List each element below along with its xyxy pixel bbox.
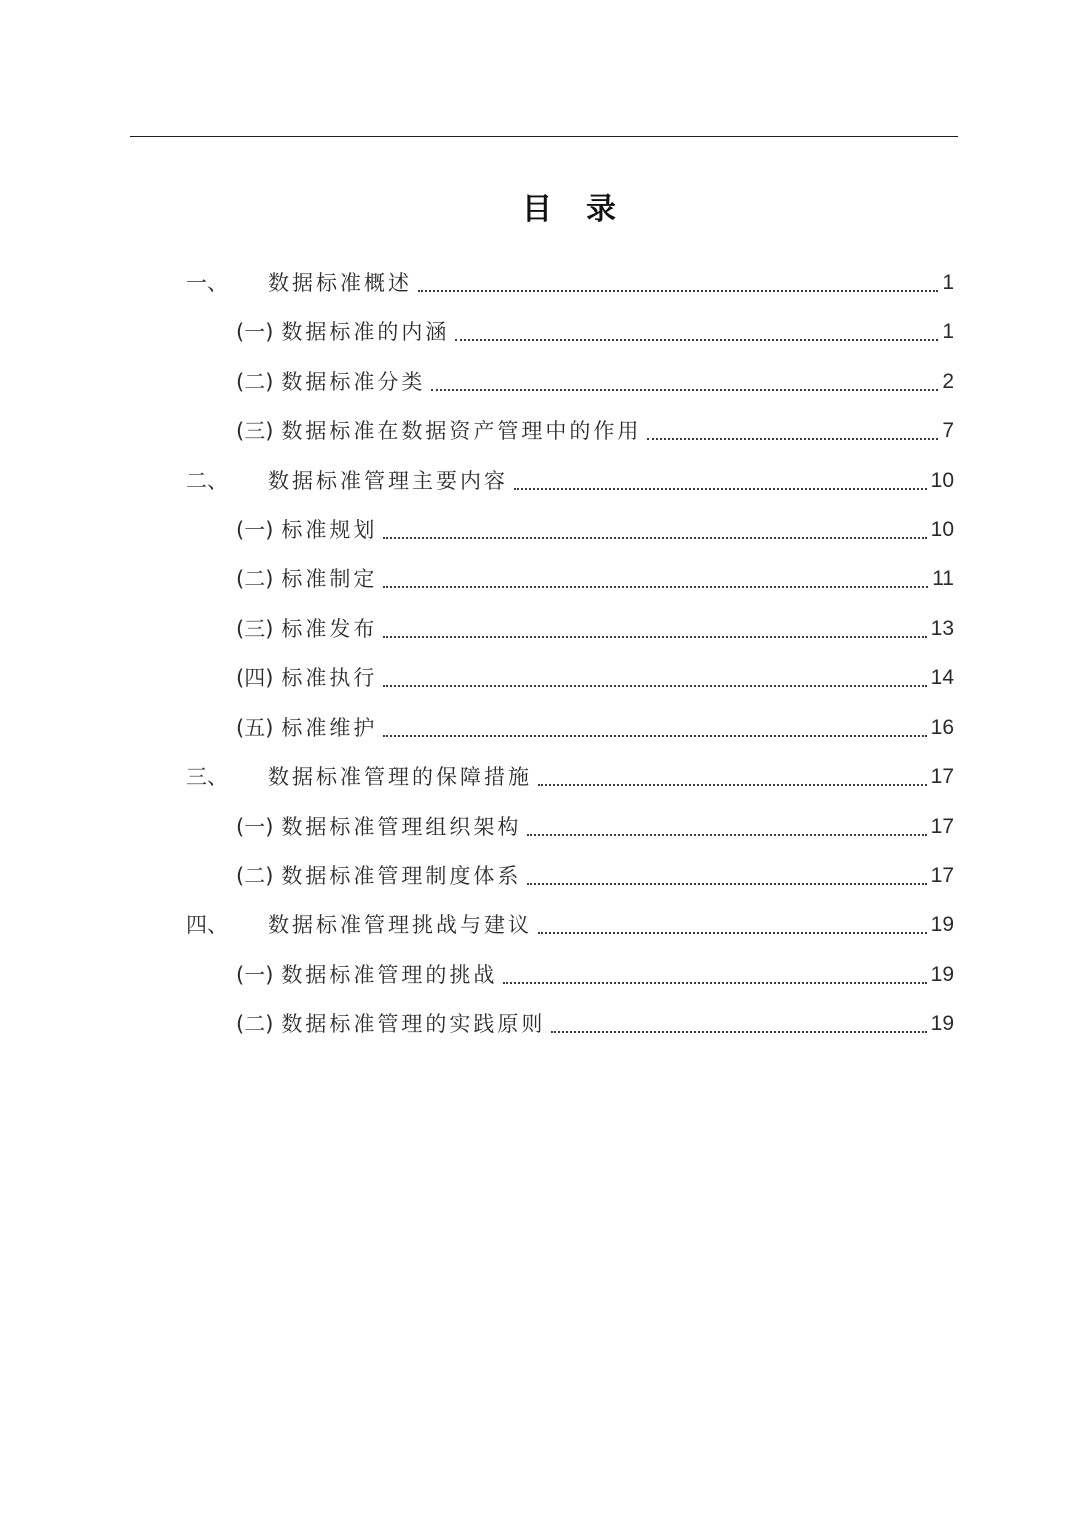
toc-entry-4-2[interactable] (236, 1009, 954, 1039)
toc-entry-1[interactable] (186, 268, 954, 298)
toc-entry-number: (一) (236, 518, 274, 542)
toc-page-number: 19 (930, 963, 954, 986)
toc-page-number: 17 (930, 864, 954, 887)
toc-dot-leader (538, 784, 927, 786)
toc-entry-2-1[interactable] (236, 515, 954, 545)
toc-entry-title: 数据标准管理的实践原则 (281, 1012, 546, 1036)
toc-entry-number: (五) (236, 716, 274, 740)
toc-entry-title: 标准规划 (281, 518, 378, 542)
toc-entry-title: 数据标准管理制度体系 (281, 864, 522, 888)
toc-entry-title: 数据标准管理挑战与建议 (268, 913, 532, 937)
toc-entry-2[interactable] (186, 466, 954, 496)
toc-entry-2-5[interactable] (236, 713, 954, 743)
toc-entry-2-2[interactable] (236, 564, 954, 594)
toc-title: 目 录 (522, 192, 618, 227)
toc-entry-1-1[interactable] (236, 317, 954, 347)
toc-page-number: 17 (930, 765, 954, 788)
toc-entry-title: 数据标准管理的挑战 (281, 963, 498, 987)
toc-entry-title: 数据标准分类 (281, 370, 426, 394)
toc-entry-number: (四) (236, 666, 274, 690)
toc-entry-title: 数据标准的内涵 (281, 320, 450, 344)
toc-entry-title: 数据标准管理的保障措施 (268, 765, 532, 789)
toc-page-number: 10 (930, 518, 954, 541)
toc-entry-number: 四、 (186, 913, 228, 937)
toc-dot-leader (527, 883, 926, 885)
toc-entry-3-2[interactable] (236, 861, 954, 891)
toc-page-number: 19 (930, 913, 954, 936)
toc-dot-leader (383, 537, 926, 539)
toc-page-number: 2 (942, 370, 954, 393)
toc-dot-leader (551, 1031, 926, 1033)
toc-dot-leader (527, 834, 926, 836)
toc-dot-leader (647, 438, 938, 440)
toc-entry-title: 数据标准管理组织架构 (281, 815, 522, 839)
toc-entry-title: 数据标准在数据资产管理中的作用 (281, 419, 642, 443)
toc-entry-number: (一) (236, 963, 274, 987)
toc-entry-title: 数据标准概述 (268, 271, 412, 295)
toc-entry-title: 标准发布 (281, 617, 378, 641)
toc-dot-leader (538, 932, 927, 934)
toc-entry-1-3[interactable] (236, 416, 954, 446)
toc-entry-title: 标准执行 (281, 666, 378, 690)
toc-entry-number: 三、 (186, 765, 228, 789)
toc-entry-4[interactable] (186, 910, 954, 940)
toc-entry-number: (一) (236, 320, 274, 344)
toc-page-number: 1 (942, 271, 954, 294)
toc-entry-3[interactable] (186, 762, 954, 792)
toc-page-number: 16 (930, 716, 954, 739)
toc-dot-leader (383, 685, 926, 687)
toc-entry-number: (二) (236, 567, 274, 591)
toc-dot-leader (383, 636, 926, 638)
toc-entry-4-1[interactable] (236, 960, 954, 990)
toc-entry-number: (二) (236, 1012, 274, 1036)
toc-entry-2-4[interactable] (236, 663, 954, 693)
toc-entry-title: 数据标准管理主要内容 (268, 469, 508, 493)
toc-page-number: 19 (930, 1012, 954, 1035)
toc-entry-3-1[interactable] (236, 812, 954, 842)
toc-dot-leader (514, 488, 927, 490)
toc-page-number: 13 (930, 617, 954, 640)
toc-dot-leader (383, 586, 928, 588)
toc-entry-number: (一) (236, 815, 274, 839)
toc-page-number: 17 (930, 815, 954, 838)
toc-entry-number: 一、 (186, 271, 228, 295)
toc-dot-leader (431, 389, 938, 391)
toc-entry-1-2[interactable] (236, 367, 954, 397)
toc-page-number: 14 (930, 666, 954, 689)
toc-entry-number: 二、 (186, 469, 228, 493)
toc-page-number: 11 (932, 567, 954, 590)
toc-dot-leader (383, 735, 926, 737)
toc-entry-2-3[interactable] (236, 614, 954, 644)
toc-entry-number: (三) (236, 617, 274, 641)
toc-dot-leader (455, 339, 938, 341)
toc-dot-leader (503, 982, 926, 984)
toc-page-number: 10 (930, 469, 954, 492)
toc-dot-leader (418, 290, 938, 292)
toc-entry-title: 标准制定 (281, 567, 378, 591)
toc-entry-number: (三) (236, 419, 274, 443)
toc-page-number: 7 (942, 419, 954, 442)
toc-entry-title: 标准维护 (281, 716, 378, 740)
toc-page-number: 1 (942, 320, 954, 343)
toc-entry-number: (二) (236, 864, 274, 888)
toc-entry-number: (二) (236, 370, 274, 394)
